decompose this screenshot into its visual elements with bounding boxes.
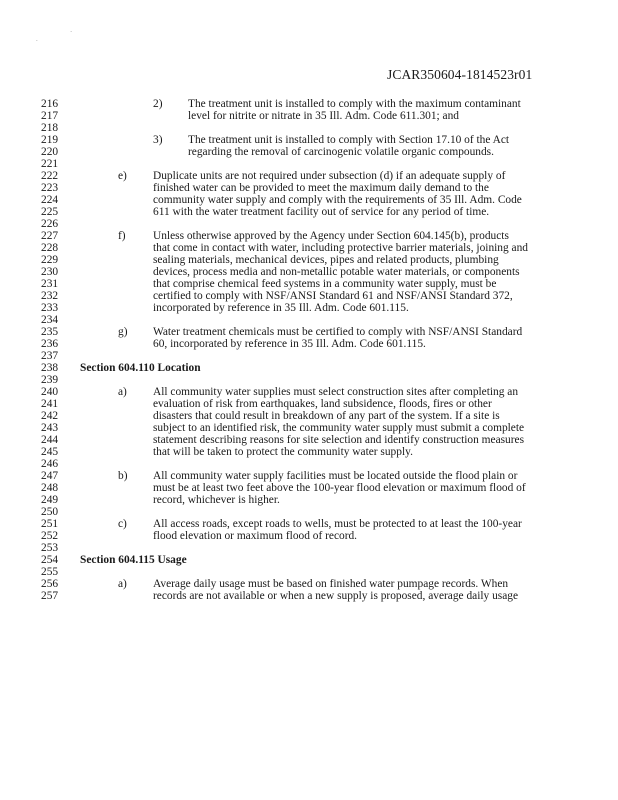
- text-line: [0, 338, 618, 350]
- text-line: [0, 194, 618, 206]
- line-number: 257: [41, 590, 59, 602]
- text-line: [0, 446, 618, 458]
- text-line: [0, 242, 618, 254]
- line-text: All access roads, except roads to wells, must be protected to at least the 100-year: [153, 518, 522, 530]
- line-text: The treatment unit is installed to comply with Section 17.10 of the Act: [188, 134, 510, 146]
- line-number: 228: [41, 242, 59, 254]
- subsection-label: a): [118, 578, 127, 590]
- line-text: must be at least two feet above the 100-year flood elevation or maximum flood of: [153, 482, 526, 494]
- subsection-label: 3): [153, 134, 163, 146]
- line-text: level for nitrite or nitrate in 35 Ill. Adm. Code 611.301; and: [188, 110, 459, 122]
- line-number: 248: [41, 482, 59, 494]
- line-number: 247: [41, 470, 59, 482]
- line-number: 251: [41, 518, 59, 530]
- line-number: 233: [41, 302, 59, 314]
- text-line: [0, 206, 618, 218]
- line-text: Average daily usage must be based on finished water pumpage records. When: [153, 578, 509, 590]
- line-number: 236: [41, 338, 59, 350]
- text-line: [0, 230, 618, 242]
- subsection-label: c): [118, 518, 127, 530]
- line-text: certified to comply with NSF/ANSI Standard 61 and NSF/ANSI Standard 372,: [153, 290, 513, 302]
- line-number: 230: [41, 266, 59, 278]
- line-text: Unless otherwise approved by the Agency under Section 604.145(b), products: [153, 230, 509, 242]
- line-number: 255: [41, 566, 59, 578]
- line-text: subject to an identified risk, the community water supply must submit a complete: [153, 422, 525, 434]
- line-number: 232: [41, 290, 59, 302]
- text-line: [0, 398, 618, 410]
- line-text: disasters that could result in breakdown of any part of the system. If a site is: [153, 410, 500, 422]
- text-line: [0, 386, 618, 398]
- line-text: All community water supplies must select construction sites after completing an: [153, 386, 519, 398]
- text-line: [0, 482, 618, 494]
- line-text: finished water can be provided to meet the maximum daily demand to the: [153, 182, 489, 194]
- blank-line: [0, 542, 618, 554]
- text-line: [0, 254, 618, 266]
- line-number: 222: [41, 170, 59, 182]
- scan-speck: `: [70, 30, 73, 38]
- text-line: [0, 146, 618, 158]
- scan-speck: .: [36, 35, 38, 43]
- line-number: 218: [41, 122, 59, 134]
- line-number: 223: [41, 182, 59, 194]
- subsection-label: a): [118, 386, 127, 398]
- text-line: [0, 134, 618, 146]
- line-number: 216: [41, 98, 59, 110]
- text-line: [0, 326, 618, 338]
- line-number: 226: [41, 218, 59, 230]
- subsection-label: f): [118, 230, 126, 242]
- line-text: that come in contact with water, including protective barrier materials, joining and: [153, 242, 528, 254]
- line-text: flood elevation or maximum flood of record.: [153, 530, 358, 542]
- line-text: sealing materials, mechanical devices, pipes and related products, plumbing: [153, 254, 499, 266]
- line-text: incorporated by reference in 35 Ill. Adm. Code 601.115.: [153, 302, 409, 314]
- line-number: 252: [41, 530, 59, 542]
- line-text: that comprise chemical feed systems in a community water supply, must be: [153, 278, 497, 290]
- line-text: The treatment unit is installed to comply with the maximum contaminant: [188, 98, 521, 110]
- line-number: 240: [41, 386, 59, 398]
- section-heading: Section 604.115 Usage: [80, 554, 187, 566]
- line-text: devices, process media and non-metallic potable water materials, or components: [153, 266, 520, 278]
- line-number: 241: [41, 398, 59, 410]
- line-number: 239: [41, 374, 59, 386]
- line-number: 238: [41, 362, 59, 374]
- line-number: 253: [41, 542, 59, 554]
- line-number: 254: [41, 554, 59, 566]
- text-line: [0, 98, 618, 110]
- blank-line: [0, 506, 618, 518]
- subsection-label: b): [118, 470, 128, 482]
- line-text: statement describing reasons for site selection and identify construction measures: [153, 434, 525, 446]
- line-number: 219: [41, 134, 59, 146]
- line-number: 234: [41, 314, 59, 326]
- text-line: [0, 410, 618, 422]
- line-number: 229: [41, 254, 59, 266]
- text-line: [0, 266, 618, 278]
- text-line: [0, 170, 618, 182]
- line-text: records are not available or when a new supply is proposed, average daily usage: [153, 590, 519, 602]
- line-text: 60, incorporated by reference in 35 Ill. Adm. Code 601.115.: [153, 338, 426, 350]
- blank-line: [0, 458, 618, 470]
- line-text: community water supply and comply with the requirements of 35 Ill. Adm. Code: [153, 194, 522, 206]
- line-number: 225: [41, 206, 59, 218]
- text-line: [0, 302, 618, 314]
- blank-line: [0, 122, 618, 134]
- line-text: All community water supply facilities must be located outside the flood plain or: [153, 470, 518, 482]
- line-number: 245: [41, 446, 59, 458]
- numbered-lines: [0, 98, 618, 602]
- line-text: 611 with the water treatment facility out of service for any period of time.: [153, 206, 490, 218]
- line-number: 249: [41, 494, 59, 506]
- section-heading-line: [0, 554, 618, 566]
- section-heading: Section 604.110 Location: [80, 362, 201, 374]
- line-text: Duplicate units are not required under subsection (d) if an adequate supply of: [153, 170, 506, 182]
- blank-line: [0, 374, 618, 386]
- line-number: 256: [41, 578, 59, 590]
- text-line: [0, 578, 618, 590]
- text-line: [0, 470, 618, 482]
- blank-line: [0, 350, 618, 362]
- text-line: [0, 530, 618, 542]
- line-number: 242: [41, 410, 59, 422]
- line-text: evaluation of risk from earthquakes, land subsidence, floods, fires or other: [153, 398, 492, 410]
- line-number: 246: [41, 458, 59, 470]
- text-line: [0, 434, 618, 446]
- line-number: 244: [41, 434, 59, 446]
- document-id: JCAR350604-1814523r01: [387, 67, 533, 82]
- subsection-label: e): [118, 170, 127, 182]
- text-line: [0, 110, 618, 122]
- line-number: 220: [41, 146, 59, 158]
- text-line: [0, 494, 618, 506]
- text-line: [0, 590, 618, 602]
- line-text: that will be taken to protect the community water supply.: [153, 446, 413, 458]
- text-line: [0, 290, 618, 302]
- line-text: record, whichever is higher.: [153, 494, 280, 506]
- line-number: 237: [41, 350, 59, 362]
- text-line: [0, 518, 618, 530]
- line-number: 217: [41, 110, 59, 122]
- line-text: Water treatment chemicals must be certified to comply with NSF/ANSI Standard: [153, 326, 523, 338]
- line-number: 250: [41, 506, 59, 518]
- blank-line: [0, 566, 618, 578]
- text-line: [0, 422, 618, 434]
- line-number: 235: [41, 326, 59, 338]
- line-number: 243: [41, 422, 59, 434]
- subsection-label: 2): [153, 98, 163, 110]
- line-number: 221: [41, 158, 59, 170]
- section-heading-line: [0, 362, 618, 374]
- blank-line: [0, 218, 618, 230]
- line-number: 224: [41, 194, 59, 206]
- subsection-label: g): [118, 326, 128, 338]
- line-number: 231: [41, 278, 59, 290]
- line-number: 227: [41, 230, 59, 242]
- line-text: regarding the removal of carcinogenic volatile organic compounds.: [188, 146, 494, 158]
- blank-line: [0, 314, 618, 326]
- text-line: [0, 182, 618, 194]
- text-line: [0, 278, 618, 290]
- blank-line: [0, 158, 618, 170]
